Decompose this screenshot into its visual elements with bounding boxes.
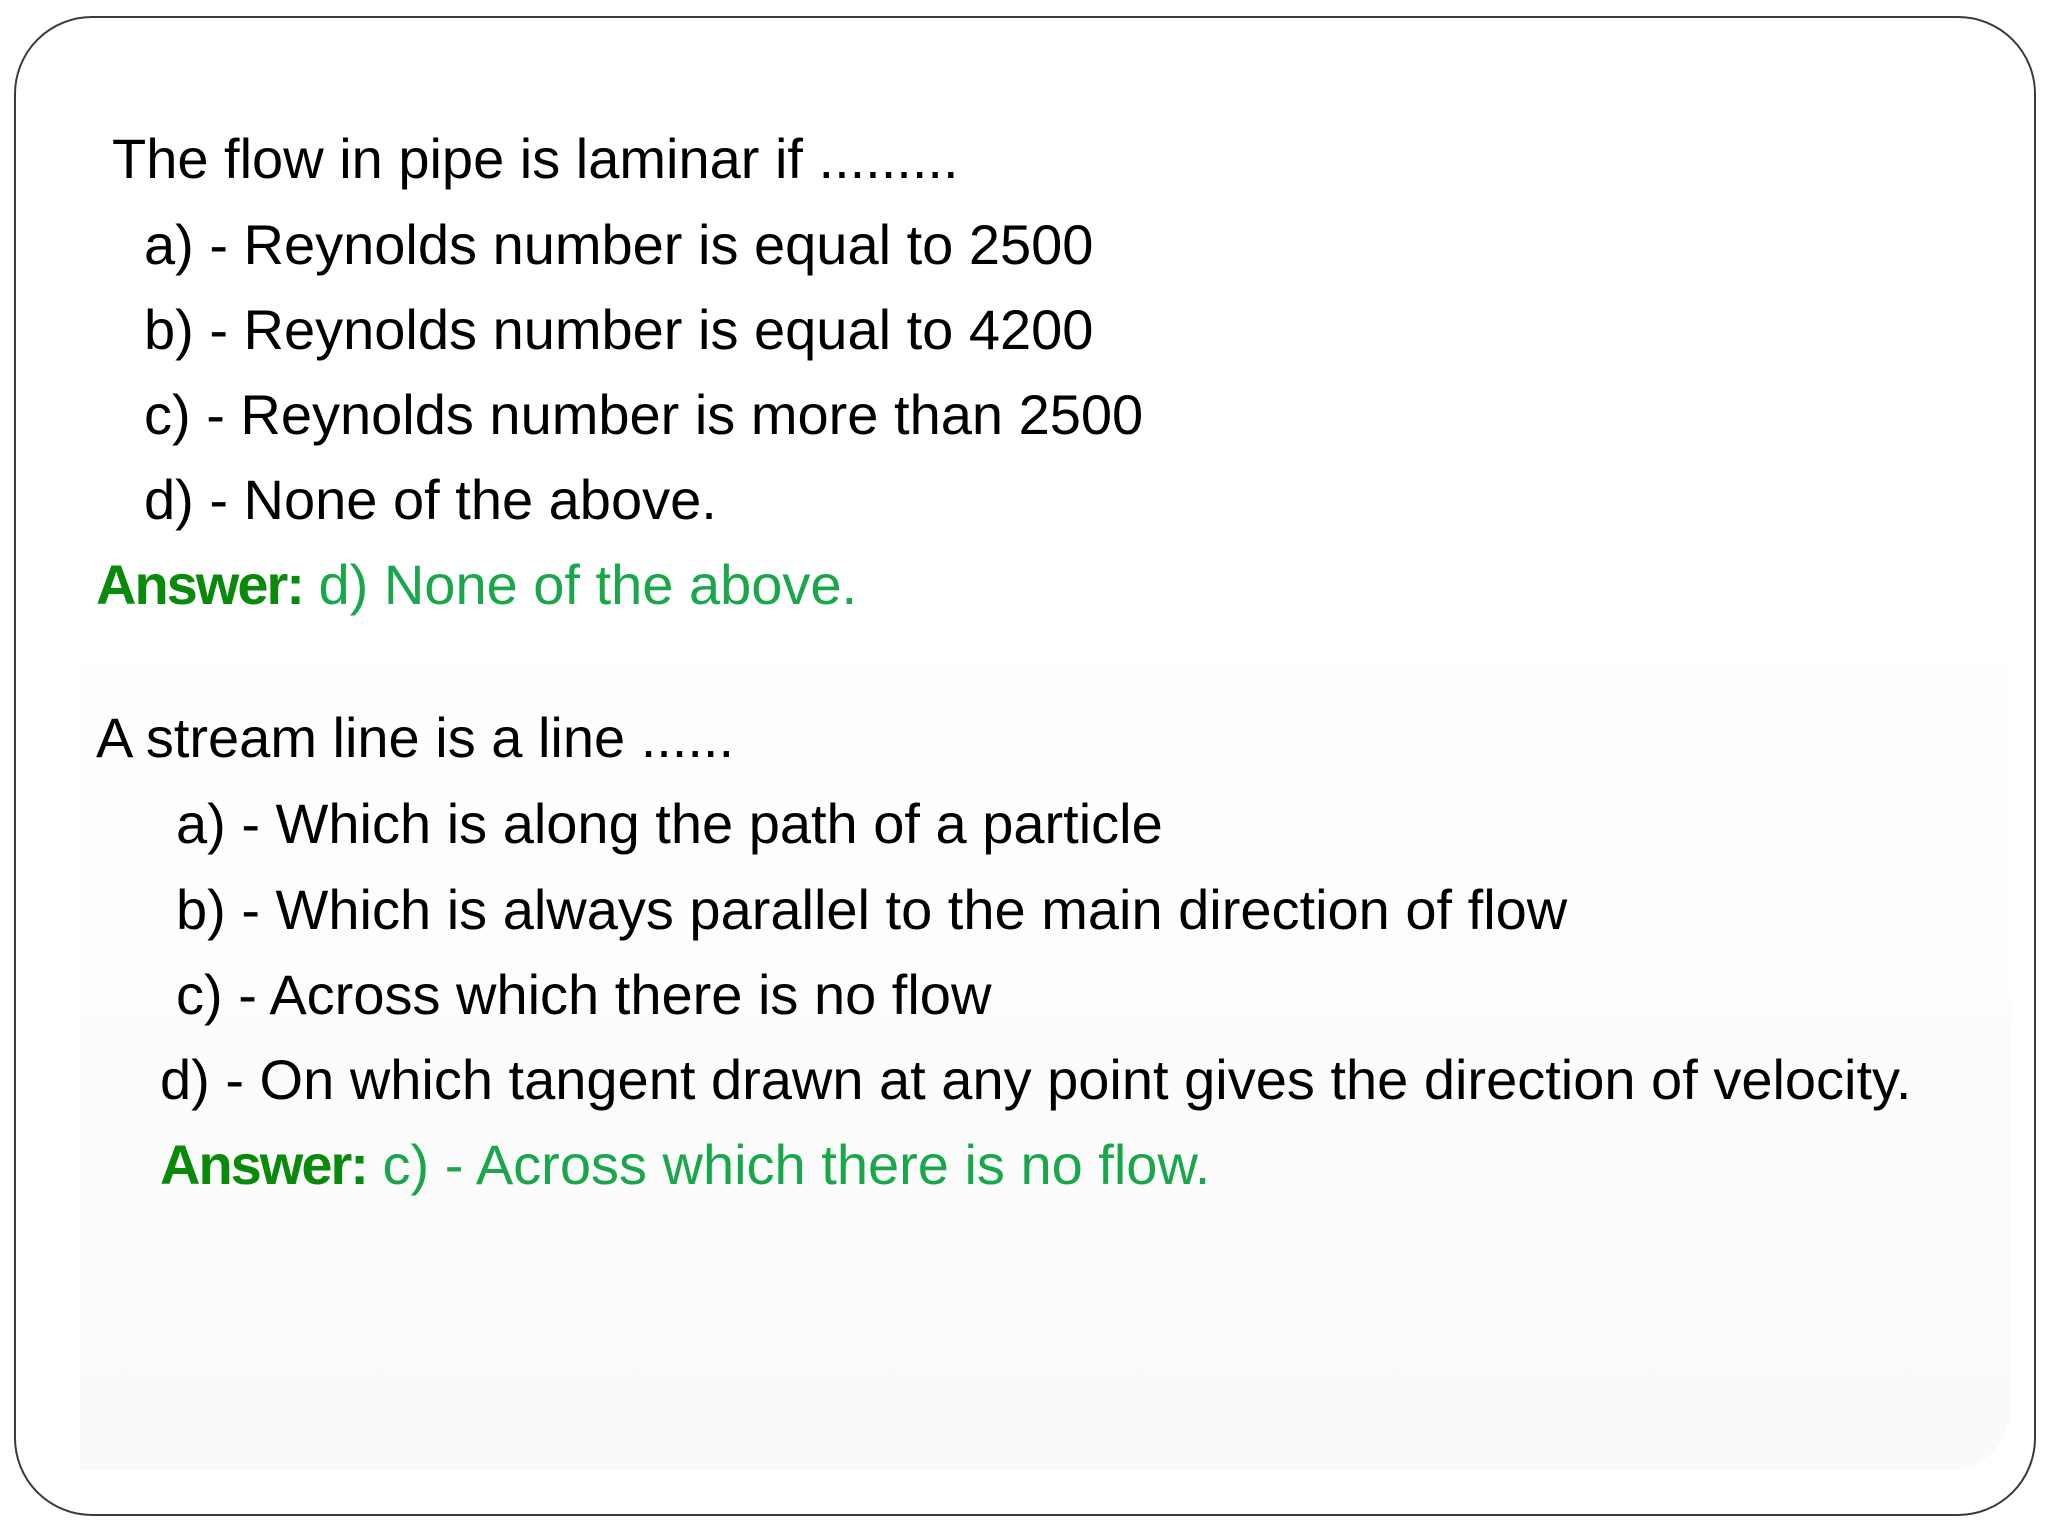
question1-answer — [96, 552, 857, 618]
question1-option-b: b) - Reynolds number is equal to 4200 — [144, 298, 1094, 361]
question2-stem: A stream line is a line ...... — [96, 706, 735, 769]
question2-answer — [160, 1132, 1210, 1198]
question1-stem: The flow in pipe is laminar if ......... — [112, 127, 959, 190]
question2-option-a: a) - Which is along the path of a particle — [176, 792, 1163, 855]
question2-answer-label: Answer: — [160, 1133, 367, 1196]
question2-option-c: c) - Across which there is no flow — [176, 963, 992, 1026]
question2-option-d: d) - On which tangent drawn at any point gives the direction of velocity. — [160, 1048, 1912, 1111]
question1-option-d: d) - None of the above. — [144, 468, 717, 531]
question1-option-a: a) - Reynolds number is equal to 2500 — [144, 213, 1094, 276]
question2-option-b: b) - Which is always parallel to the main direction of flow — [176, 878, 1568, 941]
question1-answer-label: Answer: — [96, 553, 303, 616]
question1-answer-text: d) None of the above. — [318, 553, 858, 616]
question2-answer-text: c) - Across which there is no flow. — [382, 1133, 1211, 1196]
question1-option-c: c) - Reynolds number is more than 2500 — [144, 383, 1144, 446]
